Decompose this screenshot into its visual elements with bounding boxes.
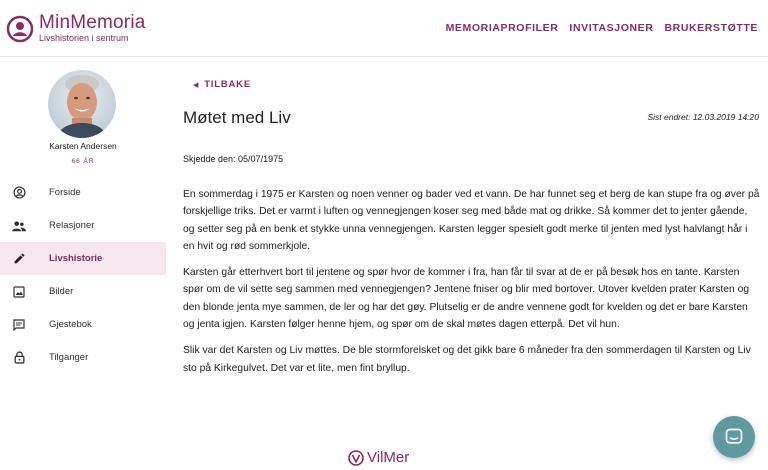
chat-bubble-icon: [724, 427, 744, 447]
story-paragraph: Slik var det Karsten og Liv møttes. De ble stormforelsket og det gikk bare 6 måneder fra den sommerdagen til Karsten og Liv sto på Kirkegulvet. Det var et lite, men fint bryllup.: [183, 345, 751, 374]
profile-name: Karsten Andersen: [49, 141, 117, 151]
user-circle-icon: [12, 186, 26, 200]
minmemoria-logo-icon: [6, 15, 34, 43]
sidebar-item-label: Relasjoner: [49, 220, 95, 231]
sidebar-item-livshistorie[interactable]: [0, 242, 166, 275]
footer-brand: VilMer: [367, 449, 410, 466]
people-icon: [12, 219, 26, 233]
lock-icon: [12, 351, 26, 365]
profile-age: 66 ÅR: [71, 158, 95, 165]
happened-date: Skjedde den: 05/07/1975: [183, 154, 284, 164]
pencil-icon: [12, 252, 26, 266]
chevron-left-icon: ◀: [193, 81, 200, 89]
sidebar-item-label: Bilder: [49, 286, 74, 297]
nav-brukerstotte[interactable]: BRUKERSTØTTE: [664, 22, 758, 34]
back-label: TILBAKE: [204, 79, 251, 90]
brand-title: MinMemoria: [39, 12, 146, 33]
brand-subtitle: Livshistorien i sentrum: [39, 33, 129, 43]
sidebar-menu: [0, 176, 166, 374]
nav-invitasjoner[interactable]: INVITASJONER: [569, 22, 654, 34]
sidebar-item-forside[interactable]: [0, 176, 166, 209]
sidebar-item-gjestebok[interactable]: [0, 308, 166, 341]
app-header: [0, 0, 768, 57]
sidebar-item-relasjoner[interactable]: [0, 209, 166, 242]
avatar-photo: [48, 70, 116, 138]
brand-logo[interactable]: [6, 13, 146, 44]
sidebar: [0, 58, 166, 470]
last-edited: Sist endret: 12.03.2019 14:20: [647, 112, 759, 122]
story-body: [183, 186, 761, 386]
sidebar-item-bilder[interactable]: [0, 275, 166, 308]
footer-logo[interactable]: [348, 449, 409, 466]
vilmer-logo-icon: [348, 450, 364, 466]
top-nav: [446, 22, 758, 34]
story-paragraph: En sommerdag i 1975 er Karsten og noen venner og bader ved et vann. De har funnet seg et berg de kan stupe fra og øver på forskjellige triks. Det er varmt i luften og vennegjengen koser seg med både mat og drikke. Så kommer det to jenter gående, og setter seg på en benk et stykke unna vennegjengen. Karsten legger spesielt godt merke til jenten med lyst halvlangt hår i en hvit og rød sommerkjole.: [183, 189, 760, 252]
chat-icon: [12, 318, 26, 332]
story-paragraph: Karsten går etterhvert bort til jentene og spør hvor de kommer i fra, han får til svar at de er på besøk hos en tante. Karsten spør om de vil sette seg sammen med vennegjengen? Jentene fniser og blir med bortover. Utover kvelden prater Karsten og den blonde jenta mye sammen, de ler og har det gøy. Plutselig er de andre vennene godt for kvelden og det er bare Karsten og jenta igjen. Karsten følger henne hjem, og spør om de skal møtes dagen etterpå. Det vil hun.: [183, 267, 750, 331]
image-icon: [12, 285, 26, 299]
chat-button[interactable]: [713, 416, 755, 458]
sidebar-item-label: Gjestebok: [49, 319, 92, 330]
page-title: Møtet med Liv: [183, 108, 291, 127]
nav-memoriaprofiler[interactable]: MEMORIAPROFILER: [445, 22, 559, 34]
sidebar-item-label: Livshistorie: [49, 253, 103, 264]
sidebar-item-label: Tilganger: [49, 352, 89, 363]
sidebar-item-label: Forside: [49, 187, 81, 198]
sidebar-item-tilganger[interactable]: [0, 341, 166, 374]
back-button[interactable]: [193, 79, 251, 90]
avatar: [48, 70, 116, 138]
